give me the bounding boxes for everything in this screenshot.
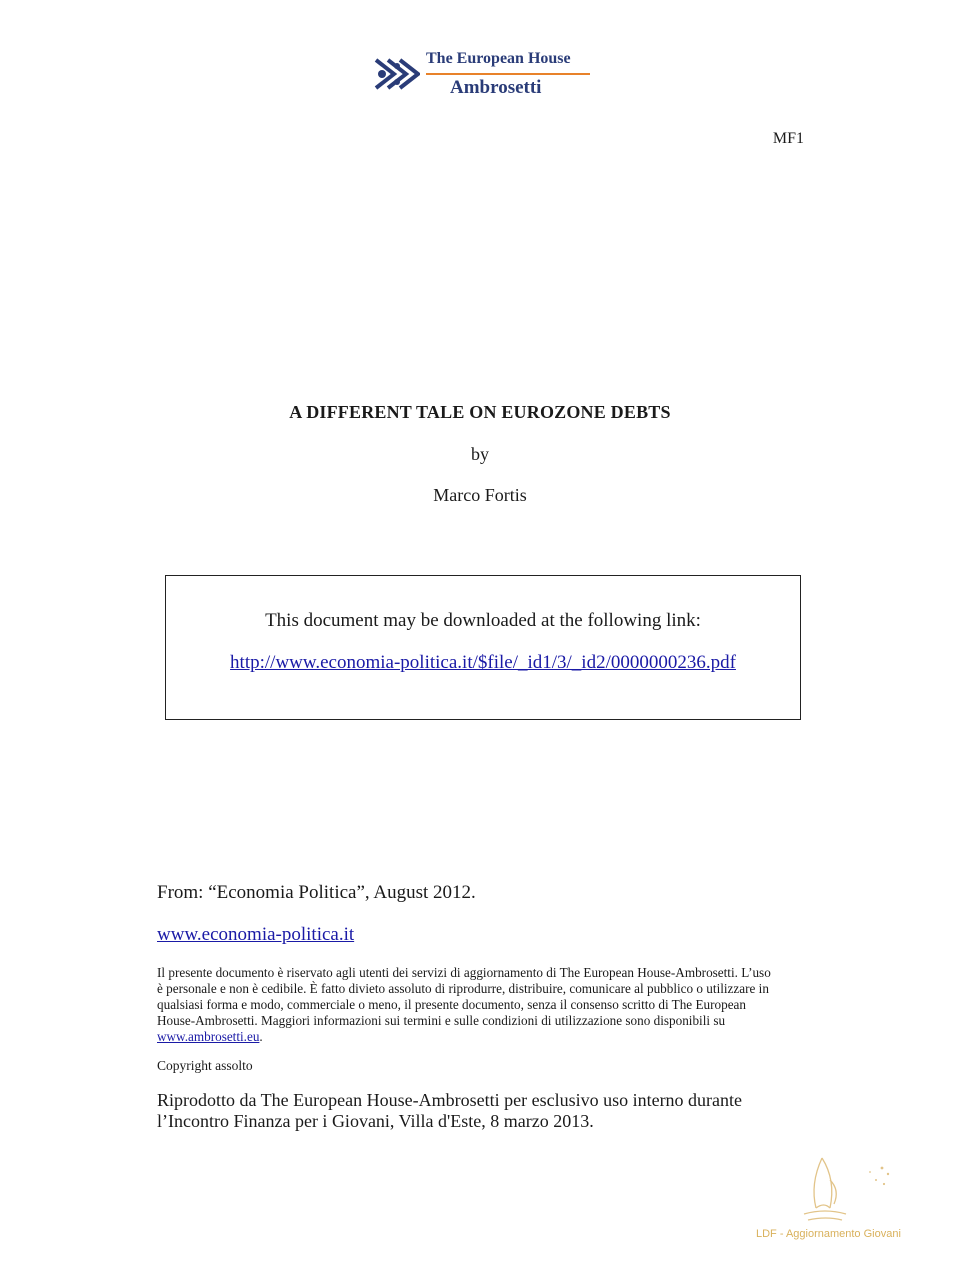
- download-box: [165, 575, 801, 720]
- document-title: A DIFFERENT TALE ON EUROZONE DEBTS: [289, 402, 671, 422]
- ambrosetti-link[interactable]: www.ambrosetti.eu: [157, 1029, 260, 1044]
- download-link[interactable]: http://www.economia-politica.it/$file/_id1/3/_id2/0000000236.pdf: [230, 652, 736, 673]
- byline: by: [471, 444, 489, 464]
- source-line: From: “Economia Politica”, August 2012.: [157, 882, 476, 903]
- document-code: MF1: [772, 130, 804, 147]
- logo-line1: The European House: [426, 50, 571, 67]
- watermark: [756, 1150, 920, 1250]
- logo-rule: [426, 73, 590, 75]
- download-box-text: This document may be downloaded at the following link:: [265, 610, 701, 631]
- sailboat-icon: [770, 1150, 900, 1230]
- source-site-link[interactable]: www.economia-politica.it: [157, 924, 355, 945]
- disclaimer-end: .: [259, 1029, 263, 1044]
- watermark-text: LDF - Aggiornamento Giovani: [756, 1228, 901, 1240]
- ambrosetti-logo-icon: [370, 54, 420, 94]
- logo-line2: Ambrosetti: [450, 77, 542, 98]
- reproduction-note: Riprodotto da The European House-Ambrosetti per esclusivo uso interno durante l’Incontro Finanza per i Giovani, Villa d'Este, 8 marzo 2013.: [157, 1090, 743, 1131]
- author-name: Marco Fortis: [433, 485, 527, 505]
- disclaimer-paragraph: [157, 965, 777, 1045]
- brand-logo: [370, 50, 600, 102]
- copyright-note: Copyright assolto: [157, 1058, 253, 1073]
- disclaimer-text: Il presente documento è riservato agli utenti dei servizi di aggiornamento di The European House-Ambrosetti. L’uso è personale e non è cedibile. È fatto divieto assoluto di riprodurre, distribuire, comunicare al pubblico o utilizzare in qualsiasi forma e modo, commerciale o meno, il presente documento, senza il consenso scritto di The European House-Ambrosetti. Maggiori informazioni sui termini e sulle condizioni di utilizzazione sono disponibili su: [157, 965, 771, 1028]
